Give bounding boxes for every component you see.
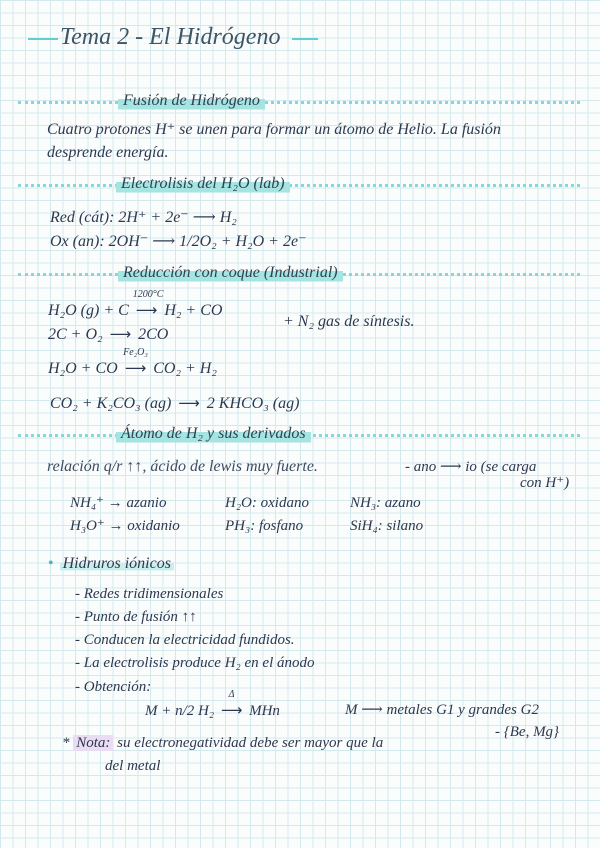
arrow-icon: ⟶ [124, 359, 147, 377]
equation-products: CO₂ + H₂ [153, 360, 217, 377]
footnote [62, 733, 383, 753]
reaction-condition: 1200°C [132, 289, 164, 300]
equation-reactants: 2C + O₂ [48, 326, 103, 343]
note-text-continued: del metal [105, 758, 161, 774]
section-divider [18, 184, 580, 187]
reaction-condition: Δ [228, 689, 235, 700]
equation-3 [48, 347, 217, 379]
section-heading-fusion: Fusión de Hidrógeno [118, 91, 265, 111]
equation-arrow [132, 289, 164, 321]
reduction-equation: Red (cát): 2H⁺ + 2e⁻ ⟶ H₂ [50, 209, 237, 226]
section-heading-coque: Reducción con coque (Industrial) [118, 263, 343, 283]
nomenclature-item: H₃O⁺ → oxidanio [70, 518, 180, 534]
equation-2 [48, 324, 168, 345]
nomenclature-item: SiH₄: silano [350, 518, 424, 534]
relation-note: relación q/r ↑↑, ácido de lewis muy fuerte. [47, 458, 318, 475]
title-rule-left [28, 38, 58, 40]
equation-arrow [218, 689, 246, 721]
synthesis-gas-note: + N₂ gas de síntesis. [283, 313, 415, 330]
arrow-icon: ⟶ [220, 701, 243, 719]
equation-products: 2CO [138, 326, 169, 343]
equation-products: MHn [249, 703, 280, 719]
nomenclature-item: NH₄⁺ → azanio [70, 495, 167, 511]
section-divider [18, 101, 580, 104]
subsection-title: Hidruros iónicos [60, 555, 174, 572]
list-item: - Obtención: [75, 679, 152, 695]
equation-4 [50, 393, 299, 414]
arrow-icon: ⟶ [178, 394, 200, 412]
reaction-condition: Fe₂O₃ [123, 347, 148, 358]
page-title: Tema 2 - El Hidrógeno [60, 24, 281, 50]
equation-arrow [175, 393, 203, 414]
list-item: - La electrolisis produce H₂ en el ánodo [75, 655, 315, 671]
obtention-equation [145, 689, 280, 721]
suffix-rule: - ano ⟶ io (se carga [405, 459, 537, 475]
equation-reactants: H₂O + CO [48, 360, 118, 377]
nomenclature-item: PH₃: fosfano [225, 518, 304, 534]
subsection-heading-hidruros [48, 554, 174, 574]
paragraph-line: Cuatro protones H⁺ se unen para formar un átomo de Helio. La fusión [47, 121, 501, 138]
list-item: - Redes tridimensionales [75, 586, 224, 602]
equation-products: H₂ + CO [164, 302, 223, 319]
paragraph-line: desprende energía. [47, 144, 169, 161]
title-rule-right [292, 38, 318, 40]
arrow-icon: ⟶ [109, 325, 132, 343]
oxidation-equation: Ox (an): 2OH⁻ ⟶ 1/2O₂ + H₂O + 2e⁻ [50, 233, 307, 250]
equation-reactants: M + n/2 H₂ [145, 703, 215, 719]
arrow-icon: ⟶ [135, 301, 158, 319]
equation-products: 2 KHCO₃ (ag) [206, 395, 300, 412]
list-item: - Conducen la electricidad fundidos. [75, 632, 295, 648]
bullet-icon: • [48, 555, 54, 572]
asterisk-icon: * [62, 735, 70, 751]
note-text: su electronegatividad debe ser mayor que la [117, 735, 384, 751]
nomenclature-item: NH₃: azano [350, 495, 421, 511]
equation-arrow [107, 324, 135, 345]
exception-note: - {Be, Mg} [495, 724, 560, 740]
equation-arrow [122, 347, 150, 379]
suffix-rule: con H⁺) [520, 475, 570, 491]
equation-1 [48, 289, 223, 321]
list-item: - Punto de fusión ↑↑ [75, 609, 197, 625]
nomenclature-item: H₂O: oxidano [225, 495, 309, 511]
section-heading-electrolisis: Electrolisis del H₂O (lab) [116, 174, 290, 194]
equation-reactants: CO₂ + K₂CO₃ (ag) [50, 395, 172, 412]
note-label: Nota: [73, 735, 113, 751]
section-heading-atomo: Átomo de H₂ y sus derivados [116, 424, 311, 444]
metals-note: M ⟶ metales G1 y grandes G2 [345, 702, 539, 718]
equation-reactants: H₂O (g) + C [48, 302, 129, 319]
